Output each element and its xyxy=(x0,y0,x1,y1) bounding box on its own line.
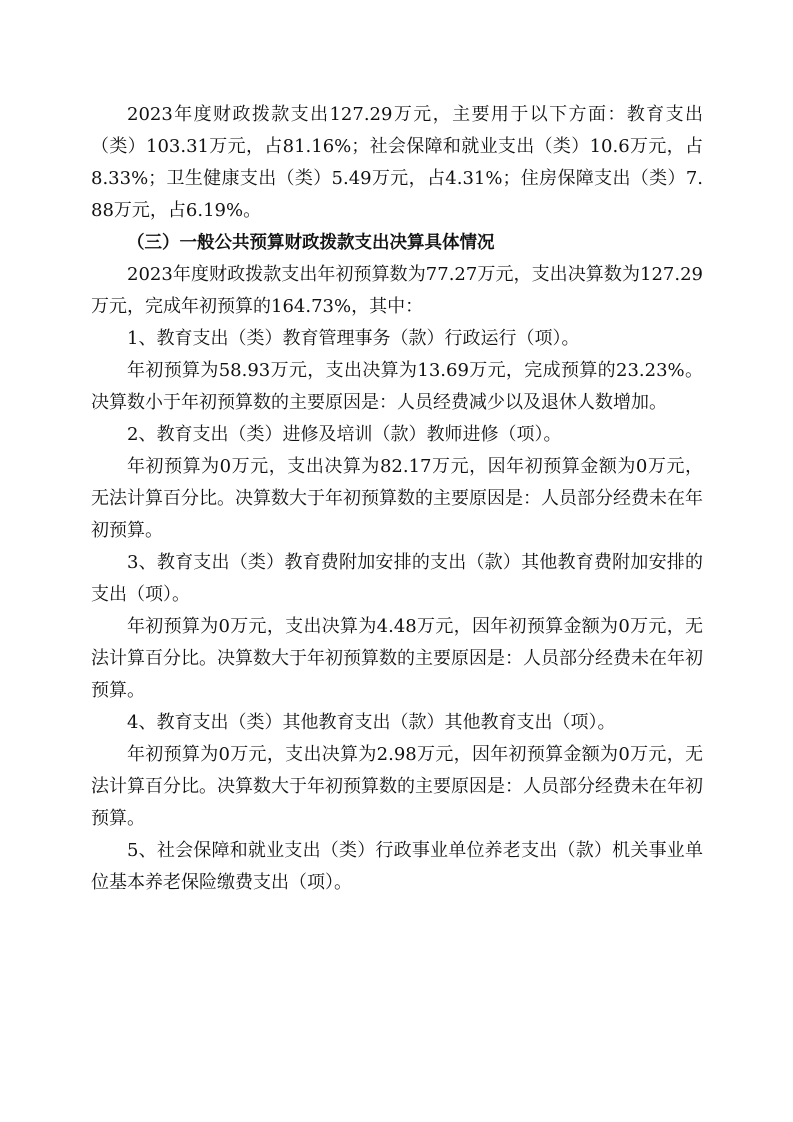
item-3-title: 3、教育支出（类）教育费附加安排的支出（款）其他教育费附加安排的支出（项）。 xyxy=(91,552,703,605)
paragraph-budget-overview: 2023年度财政拨款支出年初预算数为77.27万元，支出决算数为127.29万元，完成年初预算的164.73%，其中： xyxy=(91,264,703,317)
item-2-title: 2、教育支出（类）进修及培训（款）教师进修（项）。 xyxy=(127,424,562,445)
paragraph-expenditure-summary: 2023年度财政拨款支出127.29万元，主要用于以下方面：教育支出（类）103.31万元，占81.16%；社会保障和就业支出（类）10.6万元，占8.33%；卫生健康支出（类）5.49万元，占4.31%；住房保障支出（类）7.88万元，占6.19%。 xyxy=(91,104,703,221)
item-5-title: 5、社会保障和就业支出（类）行政事业单位养老支出（款）机关事业单位基本养老保险缴费支出（项）。 xyxy=(91,840,703,893)
item-4-detail: 年初预算为0万元，支出决算为2.98万元，因年初预算金额为0万元，无法计算百分比。决算数大于年初预算数的主要原因是：人员部分经费未在年初预算。 xyxy=(91,744,703,829)
section-heading: （三）一般公共预算财政拨款支出决算具体情况 xyxy=(127,233,495,253)
item-4-title: 4、教育支出（类）其他教育支出（款）其他教育支出（项）。 xyxy=(127,712,616,733)
document-body xyxy=(91,99,703,899)
item-1-title: 1、教育支出（类）教育管理事务（款）行政运行（项）。 xyxy=(127,328,580,349)
item-1-detail: 年初预算为58.93万元，支出决算为13.69万元，完成预算的23.23%。决算数小于年初预算数的主要原因是：人员经费减少以及退休人数增加。 xyxy=(91,360,703,413)
item-3-detail: 年初预算为0万元，支出决算为4.48万元，因年初预算金额为0万元，无法计算百分比。决算数大于年初预算数的主要原因是：人员部分经费未在年初预算。 xyxy=(91,616,703,701)
item-2-detail: 年初预算为0万元，支出决算为82.17万元，因年初预算金额为0万元，无法计算百分比。决算数大于年初预算数的主要原因是：人员部分经费未在年初预算。 xyxy=(91,456,703,541)
